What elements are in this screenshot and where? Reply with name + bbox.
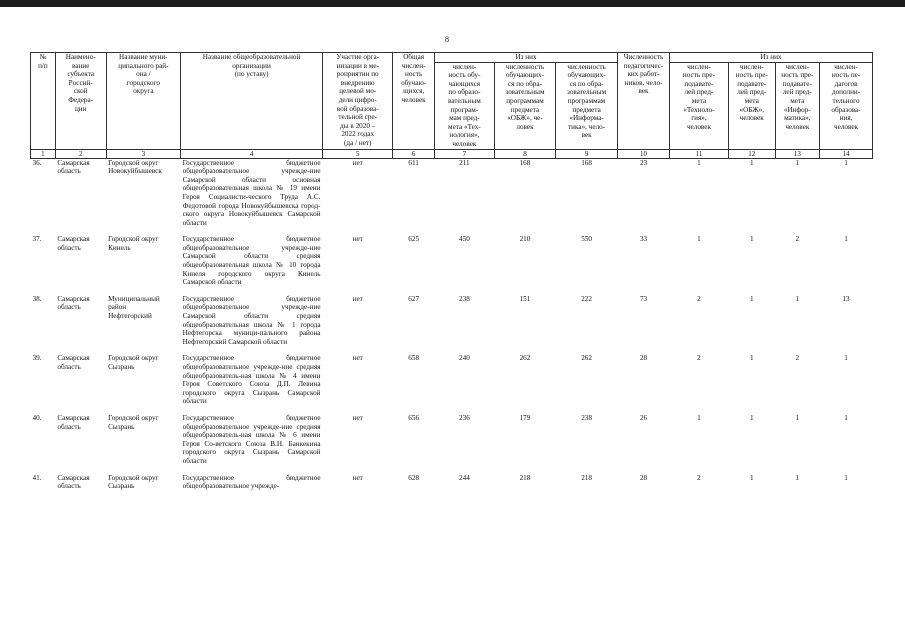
col-header-extra-teachers: числен- ность пе- дагогов дополни- тельного образова- ния, человек <box>820 62 873 149</box>
column-number: 1 <box>31 149 56 158</box>
page-top-edge <box>0 0 905 7</box>
col-header-tech-students: числен- ность обу- чающихся по образо- вательным програм- мам пред- мета «Тех- нология», человек <box>434 62 494 149</box>
col-header-group-teachers: Из них <box>669 53 872 63</box>
cell-tech-teachers: 1 <box>697 413 701 422</box>
col-header-municipality: Название муни- ципального рай- она / городского округа <box>106 53 181 150</box>
cell-participation: нет <box>352 294 363 303</box>
cell-tech-teachers: 2 <box>697 354 701 363</box>
page-number: 8 <box>445 35 449 44</box>
cell-obzh-students: 218 <box>519 473 531 482</box>
col-header-num: № п/п <box>31 53 56 150</box>
column-number-row <box>31 149 873 158</box>
cell-organization: Государственное бюджетное общеобразовательное учрежде-ние Самарской области средняя общеобразовательная школа № 10 города Кинеля городского округа Кинель Самарской области <box>182 235 321 287</box>
cell-participation: нет <box>352 473 363 482</box>
cell-tech-teachers: 1 <box>697 158 701 167</box>
cell-informatics-teachers: 1 <box>795 158 800 167</box>
cell-num: 40. <box>32 413 42 422</box>
cell-participation: нет <box>352 235 363 244</box>
cell-extra-teachers: 1 <box>844 158 848 167</box>
cell-organization: Государственное бюджетное общеобразовательное учрежде- <box>182 473 321 491</box>
col-header-informatics-students: численность обучающих- ся по обра- зовательным программам предмета «Информа- тика», чело- век <box>556 62 618 149</box>
cell-informatics-teachers: 1 <box>795 473 800 482</box>
table-row <box>31 474 873 499</box>
cell-extra-teachers: 1 <box>844 413 848 422</box>
cell-students-total: 611 <box>408 158 419 167</box>
cell-informatics-teachers: 1 <box>795 413 800 422</box>
cell-tech-students: 211 <box>459 158 470 167</box>
cell-informatics-students: 168 <box>581 158 592 167</box>
cell-obzh-students: 210 <box>519 235 531 244</box>
cell-extra-teachers: 1 <box>844 235 848 244</box>
cell-informatics-students: 238 <box>581 413 592 422</box>
cell-municipality: Городской округ Новокуйбышевск <box>108 158 162 176</box>
cell-num: 41. <box>32 473 42 482</box>
column-number: 3 <box>106 149 181 158</box>
cell-tech-teachers: 1 <box>697 235 701 244</box>
cell-participation: нет <box>352 354 363 363</box>
table-row <box>31 414 873 474</box>
col-header-teachers-total: Численность педагогичес- ких работ- ников, чело- век <box>618 53 670 150</box>
cell-municipality: Городской округ Сызрань <box>108 473 159 491</box>
table-row <box>31 235 873 295</box>
cell-students-total: 627 <box>408 294 420 303</box>
col-header-informatics-teachers: числен- ность пре- подавате- лей пред- мета «Инфор- матика», человек <box>775 62 820 149</box>
cell-tech-students: 236 <box>459 413 470 422</box>
cell-region: Самарская область <box>57 413 90 431</box>
cell-num: 36. <box>32 158 42 167</box>
cell-obzh-students: 262 <box>519 354 531 363</box>
cell-informatics-students: 222 <box>581 294 592 303</box>
cell-students-total: 658 <box>408 354 420 363</box>
cell-extra-teachers: 1 <box>844 354 848 363</box>
cell-teachers-total: 28 <box>639 473 648 482</box>
cell-teachers-total: 28 <box>639 354 648 363</box>
cell-organization: Государственное бюджетное общеобразовательное учрежде-ние Самарской области основная общеобразовательная школа № 19 имени Героя Социалисти-ческого Труда А.С. Федотовой города Новокуйбышевска город-ского округа Новокуйбышевск Самарской области <box>182 158 321 227</box>
column-number: 6 <box>393 149 434 158</box>
cell-num: 38. <box>32 294 42 303</box>
column-number: 5 <box>323 149 393 158</box>
cell-tech-students: 238 <box>459 294 470 303</box>
cell-teachers-total: 73 <box>639 294 648 303</box>
cell-region: Самарская область <box>57 354 90 371</box>
cell-students-total: 628 <box>408 473 420 482</box>
table-row <box>31 354 873 414</box>
cell-obzh-teachers: 1 <box>749 413 754 422</box>
column-number: 8 <box>494 149 555 158</box>
cell-informatics-teachers: 2 <box>795 235 800 244</box>
cell-participation: нет <box>352 413 363 422</box>
table-row <box>31 295 873 355</box>
col-header-obzh-students: численность обучающих- ся по обра- зовательным программам предмета «ОБЖ», че- ловек <box>494 62 555 149</box>
cell-obzh-teachers: 1 <box>749 235 754 244</box>
cell-obzh-students: 168 <box>519 158 531 167</box>
cell-region: Самарская область <box>57 235 90 252</box>
table-body <box>31 158 873 499</box>
column-number: 11 <box>669 149 728 158</box>
column-number: 2 <box>55 149 106 158</box>
column-number: 4 <box>181 149 323 158</box>
column-number: 14 <box>820 149 873 158</box>
cell-extra-teachers: 13 <box>842 294 850 303</box>
col-header-organization: Название общеобразовательной организации (по уставу) <box>181 53 323 150</box>
col-header-participation: Участие орга- низации в ме- роприятии по внедрению целевой мо- дели цифро- вой образова- тельной сре- ды в 2020 – 2022 годах (да / нет) <box>323 53 393 150</box>
cell-extra-teachers: 1 <box>844 473 848 482</box>
cell-tech-teachers: 2 <box>697 294 701 303</box>
cell-informatics-teachers: 2 <box>795 354 800 363</box>
cell-region: Самарская область <box>57 473 90 491</box>
cell-tech-students: 240 <box>459 354 470 363</box>
cell-organization: Государственное бюджетное общеобразовательное учрежде-ние средняя общеобразователь-ная школа № 4 имени Героя Советского Союза Д.П. Левина городского округа Сызрань Самарской области <box>182 354 321 406</box>
cell-informatics-students: 262 <box>581 354 592 363</box>
cell-informatics-students: 550 <box>581 235 592 244</box>
cell-obzh-students: 179 <box>519 413 531 422</box>
cell-teachers-total: 26 <box>639 413 648 422</box>
cell-tech-students: 244 <box>459 473 470 482</box>
cell-municipality: Городской округ Кинель <box>108 235 159 252</box>
col-header-obzh-teachers: числен- ность пре- подавате- лей пред- мета «ОБЖ», человек <box>728 62 775 149</box>
cell-informatics-students: 218 <box>581 473 592 482</box>
column-number: 10 <box>618 149 670 158</box>
cell-num: 39. <box>32 354 42 363</box>
col-header-region: Наимено- вание субъекта Россий- ской Федера- ции <box>55 53 106 150</box>
col-header-students-total: Общая числен- ность обучаю- щихся, человек <box>393 53 434 150</box>
cell-region: Самарская область <box>57 294 90 312</box>
column-number: 9 <box>556 149 618 158</box>
table-row <box>31 158 873 235</box>
cell-informatics-teachers: 1 <box>795 294 800 303</box>
column-number: 13 <box>775 149 820 158</box>
column-number: 12 <box>728 149 775 158</box>
cell-students-total: 625 <box>408 235 420 244</box>
cell-obzh-teachers: 1 <box>749 354 754 363</box>
cell-obzh-teachers: 1 <box>749 294 754 303</box>
column-number: 7 <box>434 149 494 158</box>
cell-tech-teachers: 2 <box>697 473 701 482</box>
cell-municipality: Городской округ Сызрань <box>108 354 159 371</box>
cell-teachers-total: 33 <box>639 235 648 244</box>
cell-municipality: Муниципальный район Нефтегорский <box>108 294 160 321</box>
cell-obzh-teachers: 1 <box>749 473 754 482</box>
col-header-tech-teachers: числен- ность пре- подавате- лей пред- мета «Техноло- гия», человек <box>669 62 728 149</box>
cell-municipality: Городской округ Сызрань <box>108 413 159 431</box>
cell-tech-students: 450 <box>459 235 470 244</box>
schools-table <box>30 52 873 499</box>
cell-region: Самарская область <box>57 158 90 176</box>
cell-students-total: 656 <box>408 413 420 422</box>
cell-num: 37. <box>32 235 42 244</box>
cell-organization: Государственное бюджетное общеобразовательное учрежде-ние средняя общеобразователь-ная школа № 6 имени Героя Со-ветского Союза В.Н. Банкекина городского округа Сызрань Самарской области <box>182 413 321 465</box>
cell-obzh-students: 151 <box>519 294 531 303</box>
header-row-1 <box>31 53 873 63</box>
cell-obzh-teachers: 1 <box>749 158 754 167</box>
cell-participation: нет <box>352 158 363 167</box>
cell-teachers-total: 23 <box>639 158 648 167</box>
col-header-group-students: Из них <box>434 53 617 63</box>
cell-organization: Государственное бюджетное общеобразовательное учрежде-ние Самарской области средняя общеобразовательная школа № 1 города Нефтегорска муници-пального района Нефтегорский Самарской области <box>182 294 321 346</box>
